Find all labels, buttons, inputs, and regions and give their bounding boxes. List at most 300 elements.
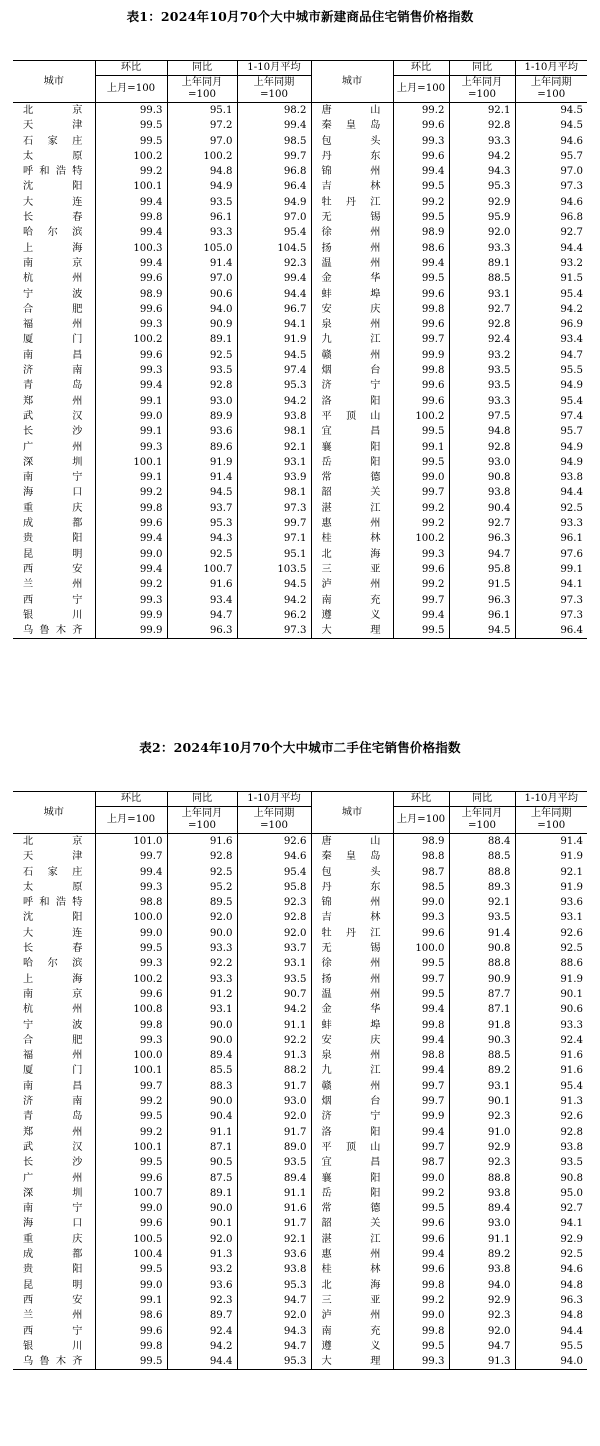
avg-value: 92.1 xyxy=(237,440,311,455)
yoy-header: 同比 xyxy=(449,61,515,76)
mom-value: 98.6 xyxy=(95,1308,167,1323)
avg-value: 94.9 xyxy=(560,456,583,468)
table-row xyxy=(13,1018,587,1033)
avg-value: 94.5 xyxy=(560,105,583,116)
mom-value: 99.4 xyxy=(95,256,167,271)
avg-value: 97.4 xyxy=(237,363,311,378)
avg-value: 93.3 xyxy=(560,1019,583,1031)
mom-value: 99.4 xyxy=(95,225,167,240)
city-cell: 乌鲁木齐 xyxy=(13,623,95,638)
mom-value: 99.9 xyxy=(393,348,449,363)
mom-value: 99.5 xyxy=(95,1155,167,1170)
avg-value: 94.4 xyxy=(560,1325,583,1337)
mom-value: 99.3 xyxy=(393,910,449,925)
table-row xyxy=(13,1247,587,1262)
mom-value: 99.4 xyxy=(393,256,449,271)
avg-value: 94.6 xyxy=(237,849,311,864)
avg-value: 94.9 xyxy=(560,380,583,392)
avg-value: 94.1 xyxy=(237,317,311,332)
mom-value: 99.7 xyxy=(393,485,449,500)
avg-value: 95.7 xyxy=(560,150,583,162)
mom-value: 98.8 xyxy=(95,895,167,910)
yoy-value: 88.4 xyxy=(449,834,515,850)
avg-value: 96.9 xyxy=(560,319,583,331)
city-cell: 乌鲁木齐 xyxy=(13,1354,95,1369)
yoy-value: 89.2 xyxy=(449,1063,515,1078)
city-cell: 平顶山 xyxy=(311,409,393,424)
table-row xyxy=(13,562,587,577)
mom-value: 99.0 xyxy=(95,409,167,424)
table-row xyxy=(13,1140,587,1155)
avg-value: 97.3 xyxy=(560,181,583,193)
table-row xyxy=(13,501,587,516)
city-cell: 南充 xyxy=(311,1324,393,1339)
mom-value: 99.4 xyxy=(393,1247,449,1262)
avg-value: 96.7 xyxy=(237,302,311,317)
yoy-value: 92.8 xyxy=(449,440,515,455)
mom-value: 99.4 xyxy=(95,531,167,546)
avg-value: 92.6 xyxy=(560,927,583,939)
yoy-value: 91.3 xyxy=(167,1247,237,1262)
mom-value: 99.6 xyxy=(95,1216,167,1231)
mom-value: 99.7 xyxy=(393,593,449,608)
yoy-value: 94.4 xyxy=(167,1354,237,1369)
avg-value: 94.4 xyxy=(560,242,583,254)
city-cell: 贵阳 xyxy=(13,1262,95,1277)
city-cell: 深圳 xyxy=(13,1186,95,1201)
city-cell: 扬州 xyxy=(311,972,393,987)
city-cell: 西宁 xyxy=(13,593,95,608)
avg-value: 92.6 xyxy=(237,834,311,850)
avg-value: 94.6 xyxy=(560,135,583,147)
avg-value: 88.2 xyxy=(237,1063,311,1078)
city-cell: 南昌 xyxy=(13,348,95,363)
yoy-value: 91.4 xyxy=(167,256,237,271)
city-cell: 扬州 xyxy=(311,241,393,256)
mom-value: 99.8 xyxy=(393,1278,449,1293)
mom-value: 100.4 xyxy=(95,1247,167,1262)
city-header: 城市 xyxy=(13,61,95,103)
mom-value: 99.4 xyxy=(393,1002,449,1017)
yoy-value: 92.3 xyxy=(167,1293,237,1308)
table-row xyxy=(13,241,587,256)
city-cell: 桂林 xyxy=(311,1262,393,1277)
mom-value: 99.6 xyxy=(393,287,449,302)
table-row xyxy=(13,363,587,378)
yoy-value: 92.5 xyxy=(167,865,237,880)
city-cell: 南充 xyxy=(311,593,393,608)
city-cell: 烟台 xyxy=(311,363,393,378)
city-cell: 常德 xyxy=(311,1201,393,1216)
city-cell: 呼和浩特 xyxy=(13,164,95,179)
city-cell: 惠州 xyxy=(311,516,393,531)
city-cell: 郑州 xyxy=(13,394,95,409)
mom-value: 99.6 xyxy=(95,271,167,286)
yoy-value: 93.6 xyxy=(167,424,237,439)
city-cell: 济宁 xyxy=(311,378,393,393)
mom-value: 99.5 xyxy=(95,941,167,956)
city-cell: 惠州 xyxy=(311,1247,393,1262)
table-row xyxy=(13,1339,587,1354)
avg-value: 94.6 xyxy=(560,196,583,208)
mom-value: 99.5 xyxy=(95,1262,167,1277)
table-row xyxy=(13,1079,587,1094)
table-row xyxy=(13,179,587,194)
avg-value: 92.4 xyxy=(560,1034,583,1046)
yoy-value: 100.2 xyxy=(167,149,237,164)
yoy-value: 90.0 xyxy=(167,1018,237,1033)
avg-value: 96.1 xyxy=(560,533,583,545)
mom-value: 99.6 xyxy=(393,118,449,133)
mom-value: 99.0 xyxy=(95,926,167,941)
city-cell: 天津 xyxy=(13,118,95,133)
yoy-value: 94.7 xyxy=(449,1339,515,1354)
mom-value: 99.6 xyxy=(95,302,167,317)
mom-value: 99.8 xyxy=(95,501,167,516)
avg-value: 89.4 xyxy=(237,1171,311,1186)
avg-value: 93.1 xyxy=(560,912,583,924)
table-row xyxy=(13,1186,587,1201)
avg-value: 91.3 xyxy=(237,1048,311,1063)
table-row xyxy=(13,972,587,987)
avg-value: 97.3 xyxy=(237,623,311,638)
yoy-value: 92.3 xyxy=(449,1308,515,1323)
mom-value: 99.4 xyxy=(393,1063,449,1078)
mom-value: 99.7 xyxy=(393,332,449,347)
avg-value: 94.2 xyxy=(237,394,311,409)
yoy-value: 93.3 xyxy=(167,941,237,956)
avg-value: 98.2 xyxy=(237,103,311,119)
city-cell: 兰州 xyxy=(13,577,95,592)
table-row xyxy=(13,1094,587,1109)
yoy-value: 93.0 xyxy=(449,455,515,470)
yoy-value: 89.4 xyxy=(449,1201,515,1216)
avg-value: 90.1 xyxy=(560,988,583,1000)
mom-value: 99.9 xyxy=(393,1109,449,1124)
avg-value: 97.3 xyxy=(560,594,583,606)
mom-value: 99.5 xyxy=(393,1339,449,1354)
avg-value: 91.9 xyxy=(237,332,311,347)
yoy-value: 95.1 xyxy=(167,103,237,119)
city-cell: 襄阳 xyxy=(311,1171,393,1186)
avg-value: 94.1 xyxy=(560,579,583,591)
table-row xyxy=(13,332,587,347)
yoy-value: 93.3 xyxy=(449,241,515,256)
yoy-value: 90.4 xyxy=(449,501,515,516)
city-cell: 宜昌 xyxy=(311,1155,393,1170)
avg-base-header: 上年同期 =100 xyxy=(515,76,587,103)
mom-value: 99.0 xyxy=(393,470,449,485)
table-row xyxy=(13,1063,587,1078)
yoy-value: 93.6 xyxy=(167,1278,237,1293)
avg-value: 99.4 xyxy=(237,118,311,133)
avg-value: 97.3 xyxy=(237,501,311,516)
mom-value: 99.4 xyxy=(393,1125,449,1140)
avg-value: 98.1 xyxy=(237,424,311,439)
mom-header: 环比 xyxy=(95,61,167,76)
avg-value: 91.9 xyxy=(560,881,583,893)
table-row xyxy=(13,394,587,409)
avg-value: 92.6 xyxy=(560,1111,583,1123)
avg-value: 94.5 xyxy=(560,120,583,132)
mom-value: 99.3 xyxy=(95,440,167,455)
mom-value: 99.7 xyxy=(393,1079,449,1094)
mom-value: 99.7 xyxy=(393,972,449,987)
avg-value: 95.5 xyxy=(560,1340,583,1352)
table-row xyxy=(13,849,587,864)
table-row xyxy=(13,378,587,393)
mom-value: 99.4 xyxy=(95,865,167,880)
city-cell: 南京 xyxy=(13,987,95,1002)
yoy-value: 93.8 xyxy=(449,1186,515,1201)
avg-value: 93.5 xyxy=(560,1157,583,1169)
table-row xyxy=(13,440,587,455)
avg-value: 92.5 xyxy=(560,502,583,514)
avg-value: 94.2 xyxy=(237,1002,311,1017)
mom-value: 99.5 xyxy=(393,1201,449,1216)
city-cell: 武汉 xyxy=(13,409,95,424)
avg-value: 94.9 xyxy=(237,195,311,210)
yoy-value: 88.8 xyxy=(449,865,515,880)
yoy-value: 97.5 xyxy=(449,409,515,424)
yoy-value: 90.0 xyxy=(167,1033,237,1048)
city-cell: 牡丹江 xyxy=(311,195,393,210)
yoy-value: 88.8 xyxy=(449,956,515,971)
mom-value: 99.1 xyxy=(95,470,167,485)
table-row xyxy=(13,1216,587,1231)
city-cell: 昆明 xyxy=(13,547,95,562)
yoy-value: 93.0 xyxy=(167,394,237,409)
mom-value: 100.1 xyxy=(95,179,167,194)
mom-value: 99.6 xyxy=(95,1171,167,1186)
mom-value: 99.5 xyxy=(393,424,449,439)
yoy-value: 89.7 xyxy=(167,1308,237,1323)
mom-value: 99.2 xyxy=(95,577,167,592)
mom-value: 99.0 xyxy=(95,1201,167,1216)
price-index-table xyxy=(13,61,587,638)
mom-value: 99.1 xyxy=(393,440,449,455)
yoy-value: 95.9 xyxy=(449,210,515,225)
yoy-value: 94.3 xyxy=(449,164,515,179)
table-row xyxy=(13,1201,587,1216)
mom-value: 99.3 xyxy=(95,880,167,895)
avg-value: 94.4 xyxy=(560,487,583,499)
avg-value: 93.4 xyxy=(560,334,583,346)
mom-value: 100.1 xyxy=(95,1063,167,1078)
city-cell: 西安 xyxy=(13,1293,95,1308)
mom-value: 99.3 xyxy=(393,1354,449,1369)
mom-value: 99.7 xyxy=(95,1079,167,1094)
mom-value: 99.6 xyxy=(393,149,449,164)
mom-value: 98.8 xyxy=(393,849,449,864)
avg-value: 97.3 xyxy=(560,609,583,621)
yoy-value: 91.5 xyxy=(449,577,515,592)
yoy-value: 92.0 xyxy=(449,1324,515,1339)
mom-value: 99.9 xyxy=(95,608,167,623)
city-cell: 南昌 xyxy=(13,1079,95,1094)
avg-value: 96.2 xyxy=(237,608,311,623)
avg-value: 92.9 xyxy=(560,1233,583,1245)
table-row xyxy=(13,623,587,638)
yoy-value: 91.1 xyxy=(167,1125,237,1140)
yoy-value: 93.5 xyxy=(449,363,515,378)
city-cell: 南宁 xyxy=(13,1201,95,1216)
city-cell: 厦门 xyxy=(13,1063,95,1078)
city-cell: 平顶山 xyxy=(311,1140,393,1155)
yoy-value: 93.5 xyxy=(167,195,237,210)
city-cell: 金华 xyxy=(311,271,393,286)
avg-value: 93.2 xyxy=(560,257,583,269)
avg-header: 1-10月平均 xyxy=(515,61,587,76)
yoy-value: 93.3 xyxy=(167,972,237,987)
mom-value: 99.5 xyxy=(393,179,449,194)
city-cell: 南京 xyxy=(13,256,95,271)
avg-value: 97.4 xyxy=(560,410,583,422)
city-cell: 广州 xyxy=(13,1171,95,1186)
avg-value: 92.8 xyxy=(237,910,311,925)
yoy-header: 同比 xyxy=(167,792,237,807)
yoy-value: 93.8 xyxy=(449,1262,515,1277)
mom-value: 100.1 xyxy=(95,1140,167,1155)
mom-value: 100.1 xyxy=(95,455,167,470)
yoy-value: 93.1 xyxy=(449,287,515,302)
avg-value: 93.5 xyxy=(237,972,311,987)
avg-value: 94.8 xyxy=(560,1310,583,1322)
yoy-value: 94.5 xyxy=(167,485,237,500)
city-cell: 北海 xyxy=(311,1278,393,1293)
avg-value: 91.6 xyxy=(560,1050,583,1062)
city-cell: 桂林 xyxy=(311,531,393,546)
city-cell: 西安 xyxy=(13,562,95,577)
mom-header: 环比 xyxy=(393,792,449,807)
city-cell: 三亚 xyxy=(311,1293,393,1308)
yoy-base-header: 上年同月 =100 xyxy=(449,76,515,103)
mom-value: 99.1 xyxy=(95,424,167,439)
avg-value: 90.8 xyxy=(560,1172,583,1184)
mom-value: 99.6 xyxy=(95,987,167,1002)
yoy-value: 92.0 xyxy=(449,225,515,240)
table-row xyxy=(13,941,587,956)
city-cell: 青岛 xyxy=(13,378,95,393)
avg-value: 92.5 xyxy=(560,1249,583,1261)
mom-value: 99.8 xyxy=(393,1018,449,1033)
mom-value: 99.5 xyxy=(95,118,167,133)
avg-value: 92.5 xyxy=(560,943,583,955)
city-cell: 九江 xyxy=(311,1063,393,1078)
yoy-value: 90.1 xyxy=(449,1094,515,1109)
city-cell: 九江 xyxy=(311,332,393,347)
mom-value: 98.7 xyxy=(393,865,449,880)
avg-value: 99.7 xyxy=(237,516,311,531)
avg-value: 98.5 xyxy=(237,134,311,149)
city-cell: 丹东 xyxy=(311,149,393,164)
mom-value: 99.5 xyxy=(393,956,449,971)
yoy-value: 90.5 xyxy=(167,1155,237,1170)
city-cell: 青岛 xyxy=(13,1109,95,1124)
city-cell: 湛江 xyxy=(311,1232,393,1247)
mom-value: 99.6 xyxy=(393,378,449,393)
mom-value: 99.7 xyxy=(393,1094,449,1109)
yoy-value: 96.1 xyxy=(167,210,237,225)
city-cell: 昆明 xyxy=(13,1278,95,1293)
yoy-value: 92.0 xyxy=(167,910,237,925)
avg-value: 92.0 xyxy=(237,1308,311,1323)
yoy-value: 90.8 xyxy=(449,470,515,485)
city-cell: 秦皇岛 xyxy=(311,118,393,133)
yoy-value: 91.4 xyxy=(449,926,515,941)
mom-value: 99.4 xyxy=(95,562,167,577)
mom-value: 99.5 xyxy=(95,1109,167,1124)
city-header: 城市 xyxy=(311,792,393,834)
avg-value: 98.1 xyxy=(237,485,311,500)
city-cell: 北京 xyxy=(13,103,95,119)
city-cell: 徐州 xyxy=(311,225,393,240)
yoy-value: 92.4 xyxy=(167,1324,237,1339)
yoy-value: 87.5 xyxy=(167,1171,237,1186)
mom-value: 98.9 xyxy=(393,225,449,240)
avg-base-header: 上年同期 =100 xyxy=(237,76,311,103)
city-cell: 杭州 xyxy=(13,271,95,286)
city-cell: 成都 xyxy=(13,1247,95,1262)
city-cell: 天津 xyxy=(13,849,95,864)
mom-value: 100.3 xyxy=(95,241,167,256)
yoy-value: 96.1 xyxy=(449,608,515,623)
table-block-second-hand xyxy=(13,731,587,1370)
city-cell: 上海 xyxy=(13,972,95,987)
yoy-value: 94.3 xyxy=(167,531,237,546)
yoy-value: 91.1 xyxy=(449,1232,515,1247)
city-cell: 赣州 xyxy=(311,1079,393,1094)
mom-value: 99.5 xyxy=(393,987,449,1002)
yoy-value: 95.3 xyxy=(449,179,515,194)
yoy-value: 92.4 xyxy=(449,332,515,347)
mom-value: 100.2 xyxy=(95,332,167,347)
mom-value: 98.5 xyxy=(393,880,449,895)
mom-value: 99.1 xyxy=(95,394,167,409)
avg-header: 1-10月平均 xyxy=(237,61,311,76)
avg-value: 94.0 xyxy=(560,1356,583,1368)
mom-value: 99.6 xyxy=(393,926,449,941)
mom-value: 99.2 xyxy=(393,516,449,531)
city-cell: 杭州 xyxy=(13,1002,95,1017)
avg-value: 97.1 xyxy=(237,531,311,546)
table-row xyxy=(13,348,587,363)
table-row xyxy=(13,103,587,119)
yoy-value: 90.1 xyxy=(167,1216,237,1231)
yoy-value: 89.2 xyxy=(449,1247,515,1262)
mom-value: 99.6 xyxy=(393,394,449,409)
table-row xyxy=(13,134,587,149)
avg-value: 95.4 xyxy=(560,1080,583,1092)
avg-value: 97.0 xyxy=(560,166,583,178)
avg-value: 94.7 xyxy=(560,349,583,361)
city-cell: 海口 xyxy=(13,485,95,500)
avg-value: 92.0 xyxy=(237,926,311,941)
yoy-base-header: 上年同月 =100 xyxy=(449,807,515,834)
mom-value: 99.0 xyxy=(393,1308,449,1323)
avg-value: 93.1 xyxy=(237,956,311,971)
avg-value: 91.5 xyxy=(560,273,583,285)
city-cell: 牡丹江 xyxy=(311,926,393,941)
mom-value: 99.6 xyxy=(95,348,167,363)
city-cell: 福州 xyxy=(13,1048,95,1063)
yoy-value: 92.0 xyxy=(167,1232,237,1247)
avg-value: 96.3 xyxy=(560,1294,583,1306)
city-cell: 赣州 xyxy=(311,348,393,363)
table-row xyxy=(13,1109,587,1124)
city-cell: 合肥 xyxy=(13,302,95,317)
avg-value: 95.3 xyxy=(237,1354,311,1369)
